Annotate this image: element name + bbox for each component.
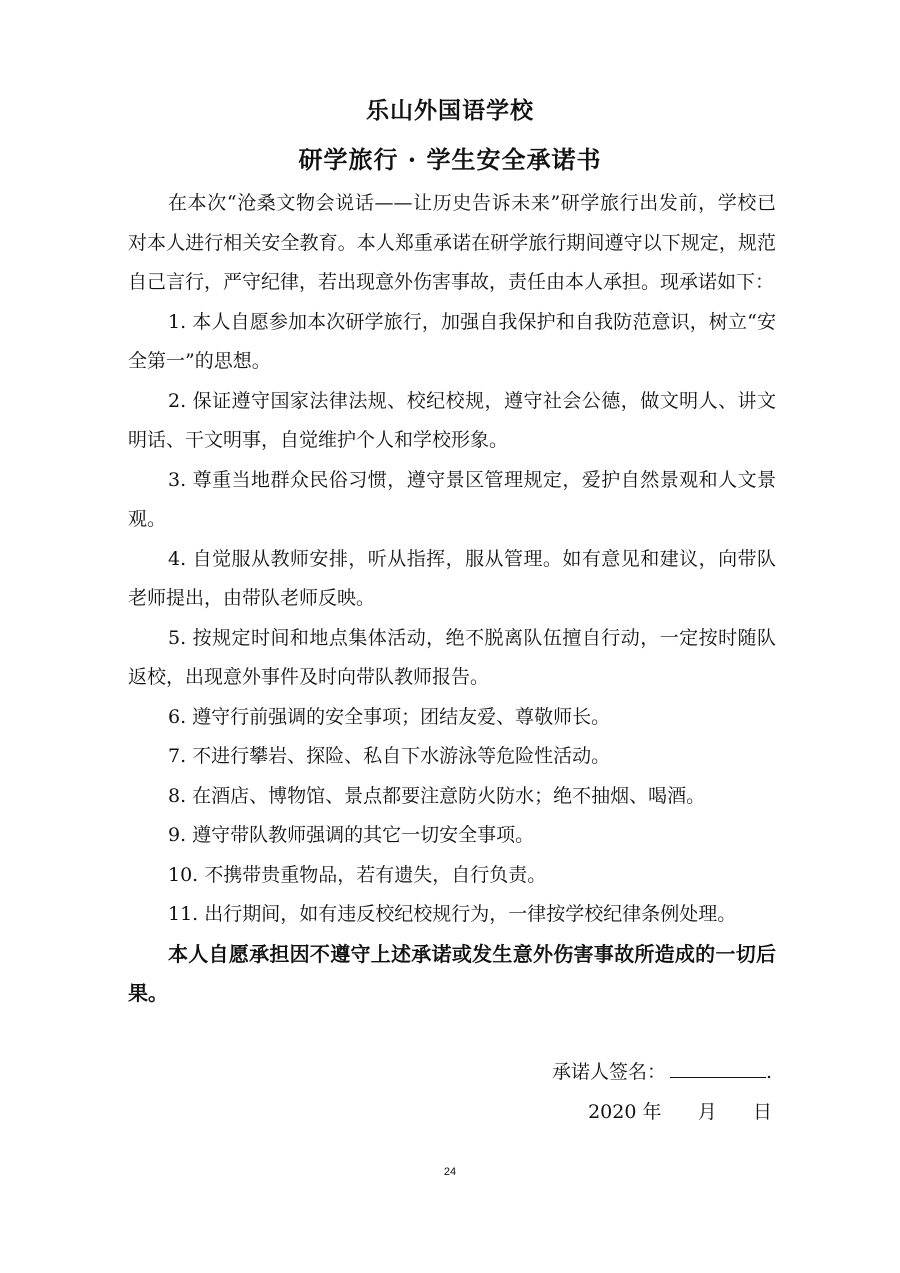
rule-item-8: 8. 在酒店、博物馆、景点都要注意防火防水；绝不抽烟、喝酒。 [168, 784, 706, 807]
signature-end: . [765, 1061, 772, 1083]
closing-statement: 本人自愿承担因不遵守上述承诺或发生意外伤害事故所造成的一切后果。 [128, 941, 776, 1005]
rule-item-3: 3. 尊重当地群众民俗习惯，遵守景区管理规定，爱护自然景观和人文景观。 [128, 468, 776, 530]
intro-paragraph: 在本次“沧桑文物会说话——让历史告诉未来”研学旅行出发前，学校已对本人进行相关安全教育。本人郑重承诺在研学旅行期间遵守以下规定，规范自己言行，严守纪律，若出现意外伤害事故，责任由本人承担。现承诺如下： [128, 192, 776, 293]
rule-item-11: 11. 出行期间，如有违反校纪校规行为，一律按学校纪律条例处理。 [168, 903, 737, 925]
school-name: 乐山外国语学校 [366, 97, 534, 124]
rule-item-1: 1. 本人自愿参加本次研学旅行，加强自我保护和自我防范意识，树立“安全第一”的思想。 [128, 310, 776, 372]
rule-item-9: 9. 遵守带队教师强调的其它一切安全事项。 [168, 824, 535, 846]
document-title: 研学旅行 · 学生安全承诺书 [298, 145, 602, 174]
signature-label: 承诺人签名： [551, 1061, 666, 1083]
date-day: 日 [752, 1101, 772, 1123]
rule-item-4: 4. 自觉服从教师安排，听从指挥，服从管理。如有意见和建议，向带队老师提出，由带队老师反映。 [128, 547, 776, 609]
rule-item-2: 2. 保证遵守国家法律法规、校纪校规，遵守社会公德，做文明人、讲文明话、干文明事，自觉维护个人和学校形象。 [128, 389, 776, 451]
document-body [128, 184, 776, 1014]
signature-blank-line[interactable] [670, 1059, 766, 1078]
rule-item-5: 5. 按规定时间和地点集体活动，绝不脱离队伍擅自行动，一定按时随队返校，出现意外事件及时向带队教师报告。 [128, 626, 776, 688]
date-year: 2020 年 [588, 1101, 662, 1123]
rule-item-7: 7. 不进行攀岩、探险、私自下水游泳等危险性活动。 [168, 745, 611, 767]
date-row [0, 1097, 772, 1124]
page-number: 24 [443, 1166, 457, 1178]
signature-row [0, 1057, 772, 1084]
rule-item-6: 6. 遵守行前强调的安全事项；团结友爱、尊敬师长。 [168, 705, 611, 728]
rule-item-10: 10. 不携带贵重物品，若有遗失，自行负责。 [168, 863, 547, 886]
date-month: 月 [697, 1101, 717, 1123]
